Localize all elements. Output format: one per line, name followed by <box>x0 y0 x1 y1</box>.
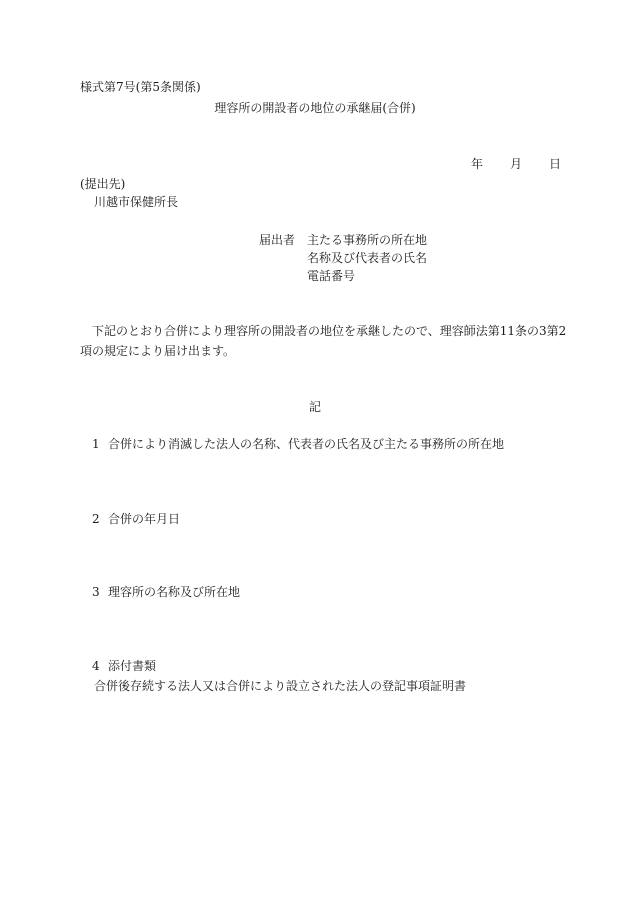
item-number: 2 <box>92 512 100 526</box>
item-text: 添付書類 <box>108 659 157 673</box>
body-text-line-1 <box>80 324 566 339</box>
applicant-name-label: 名称及び代表者の氏名 <box>307 251 428 265</box>
list-item <box>92 659 156 674</box>
item-number: 3 <box>92 585 100 599</box>
recipient-name: 川越市保健所長 <box>94 195 179 209</box>
attachment-detail: 合併後存続する法人又は合併により設立された法人の登記事項証明書 <box>94 679 467 693</box>
applicant-office-address-label: 主たる事務所の所在地 <box>307 233 428 247</box>
date-year-label: 年 <box>471 157 484 171</box>
list-item <box>92 437 504 452</box>
item-text: 合併の年月日 <box>108 512 181 526</box>
applicant-label: 届出者 <box>259 233 296 247</box>
item-number: 1 <box>92 437 100 451</box>
form-number: 様式第7号(第5条関係) <box>80 80 201 94</box>
body-text-1: 下記のとおり合併により理容所の開設者の地位を承継したので、理容師法第11条の3第2 <box>92 324 567 338</box>
ki-heading: 記 <box>308 400 321 414</box>
list-item <box>92 585 240 600</box>
date-month-label: 月 <box>509 157 522 171</box>
item-text: 合併により消滅した法人の名称、代表者の氏名及び主たる事務所の所在地 <box>108 437 505 451</box>
body-text-line-2: 項の規定により届け出ます。 <box>80 344 236 358</box>
applicant-phone-label: 電話番号 <box>307 269 356 283</box>
recipient-label: (提出先) <box>80 177 126 191</box>
item-number: 4 <box>92 659 100 673</box>
item-text: 理容所の名称及び所在地 <box>108 585 241 599</box>
date-day-label: 日 <box>548 157 561 171</box>
document-title: 理容所の開設者の地位の承継届(合併) <box>214 101 416 115</box>
date-line <box>471 157 561 172</box>
list-item <box>92 512 180 527</box>
